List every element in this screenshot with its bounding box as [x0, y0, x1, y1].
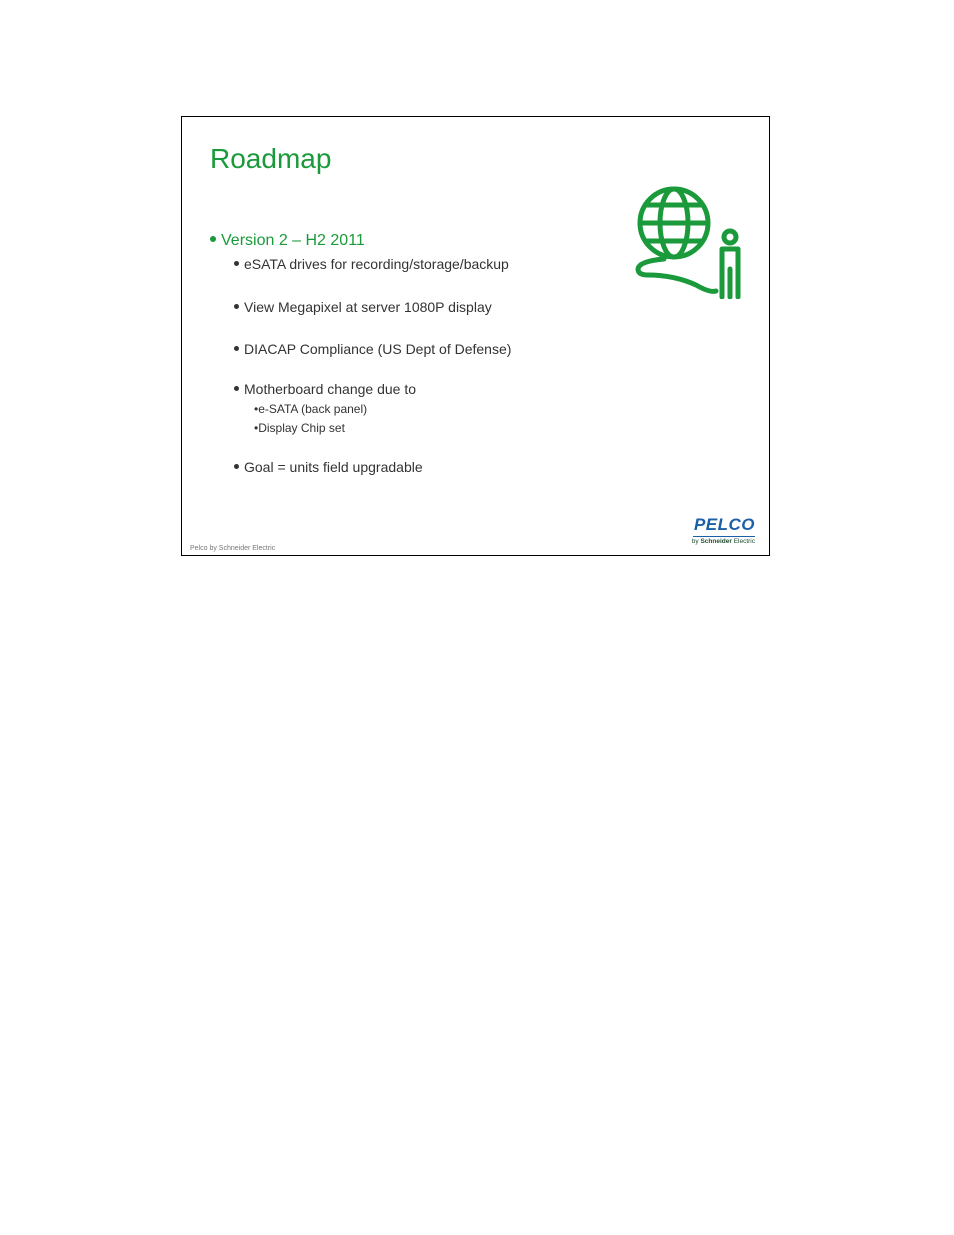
logo-wordmark: PELCO — [693, 515, 755, 534]
logo-by: by — [691, 538, 699, 545]
bullet-item-text: View Megapixel at server 1080P display — [244, 299, 492, 315]
slide-footer: Pelco by Schneider Electric — [190, 545, 276, 552]
bullet-dot — [210, 236, 216, 242]
pelco-logo — [689, 515, 761, 549]
bullet-dot — [234, 346, 239, 351]
logo-brand: Schneider — [700, 538, 732, 545]
logo-divider — [693, 536, 755, 537]
bullet-item — [234, 299, 492, 315]
bullet-dot — [234, 304, 239, 309]
bullet-item — [234, 256, 509, 272]
bullet-item-text: Goal = units field upgradable — [244, 459, 423, 475]
bullet-dot — [234, 464, 239, 469]
bullet-item — [234, 341, 511, 357]
bullet-level1 — [210, 232, 365, 250]
bullet-dot — [234, 261, 239, 266]
bullet-item — [234, 381, 416, 397]
slide-title: Roadmap — [210, 143, 332, 174]
bullet-level1-text: Version 2 – H2 2011 — [221, 232, 365, 249]
bullet-item-text: Motherboard change due to — [244, 381, 417, 397]
sub-bullet-item: •e-SATA (back panel) — [254, 402, 368, 416]
sub-bullet-item: •Display Chip set — [254, 421, 345, 435]
slide — [181, 116, 770, 556]
bullet-item-text: eSATA drives for recording/storage/backup — [244, 256, 509, 272]
logo-subtitle — [692, 538, 755, 545]
bullet-dot — [234, 386, 239, 391]
bullet-item-text: DIACAP Compliance (US Dept of Defense) — [244, 341, 512, 357]
logo-brand2: Electric — [733, 538, 755, 545]
globe-person-icon — [634, 183, 746, 299]
bullet-item — [234, 459, 423, 475]
